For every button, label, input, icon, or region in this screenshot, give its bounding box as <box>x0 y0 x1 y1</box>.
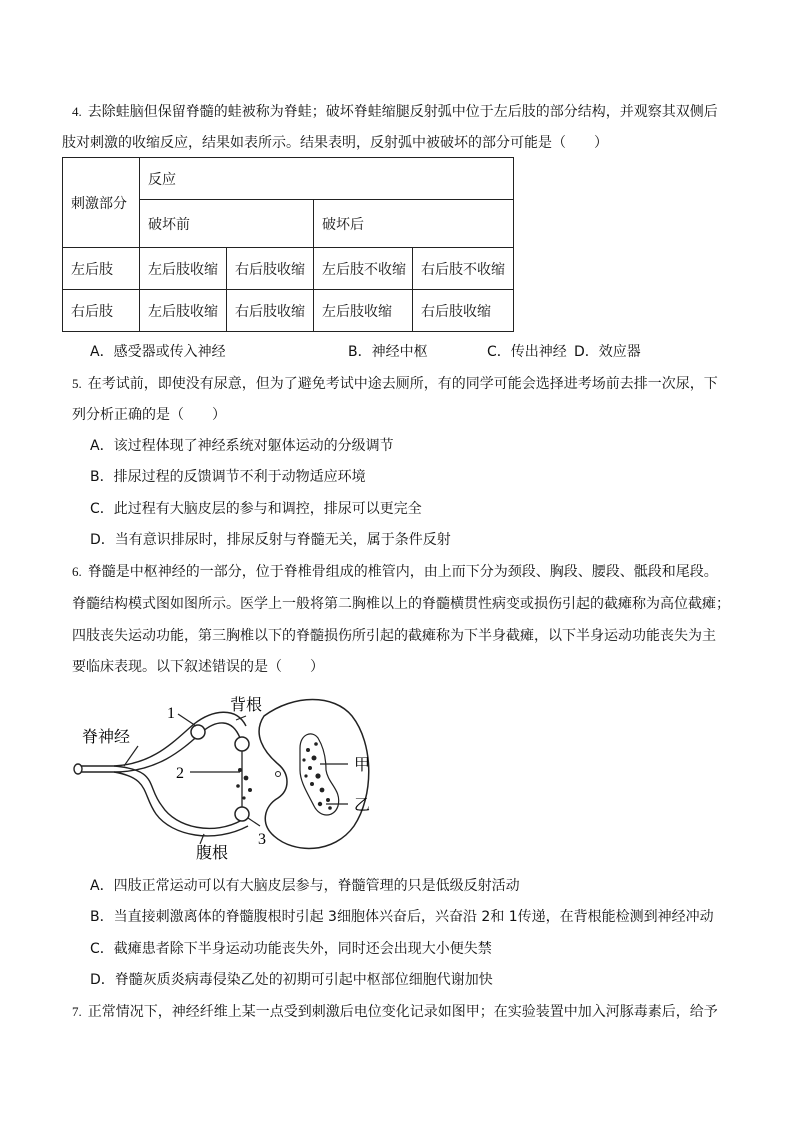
table-cell: 左后肢 <box>63 248 140 290</box>
q5-stem-text1: 在考试前，即使没有尿意，但为了避免考试中途去厕所，有的同学可能会选择进考场前去排一次尿，下 <box>87 376 718 392</box>
q6-stem-line4: 要临床表现。以下叙述错误的是（ ） <box>72 659 324 675</box>
table-header-response: 反应 <box>140 158 514 200</box>
label-3: 3 <box>258 831 266 848</box>
q4-stem-text1: 去除蛙脑但保留脊髓的蛙被称为脊蛙；破坏脊蛙缩腿反射弧中位于左后肢的部分结构，并观察其双侧后 <box>87 104 718 120</box>
q7-number: 7. <box>72 1004 82 1019</box>
table-cell: 左后肢不收缩 <box>314 248 413 290</box>
table-row <box>63 290 514 332</box>
q6-option-c[interactable]: C．截瘫患者除下半身运动功能丧失外，同时还会出现大小便失禁 <box>90 941 492 957</box>
q6-number: 6. <box>72 564 82 579</box>
q6-option-d[interactable]: D．脊髓灰质炎病毒侵染乙处的初期可引起中枢部位细胞代谢加快 <box>90 972 493 988</box>
q4-number: 4. <box>72 104 82 119</box>
table-cell: 右后肢收缩 <box>413 290 514 332</box>
q5-stem-line1 <box>72 374 718 394</box>
q4-option-b[interactable]: B．神经中枢 <box>348 344 428 360</box>
table-cell: 右后肢收缩 <box>227 248 314 290</box>
table-cell: 右后肢不收缩 <box>413 248 514 290</box>
table-cell: 右后肢收缩 <box>227 290 314 332</box>
q6-option-a[interactable]: A．四肢正常运动可以有大脑皮层参与，脊髓管理的只是低级反射活动 <box>90 878 520 894</box>
q4-option-c[interactable]: C．传出神经 <box>487 344 567 360</box>
q7-stem-line1 <box>72 1002 718 1022</box>
label-ventral-root: 腹根 <box>196 845 229 862</box>
label-1: 1 <box>167 705 175 722</box>
table-cell: 左后肢收缩 <box>140 248 227 290</box>
q5-stem-line2: 列分析正确的是（ ） <box>72 407 226 423</box>
central-canal <box>276 772 281 777</box>
q4-response-table <box>62 157 514 332</box>
q4-stem-line2: 肢对刺激的收缩反应，结果如表所示。结果表明，反射弧中被破坏的部分可能是（ ） <box>62 135 608 151</box>
table-header-after: 破坏后 <box>314 200 514 248</box>
table-header-stimulus: 刺激部分 <box>63 158 140 248</box>
q6-option-b[interactable]: B．当直接刺激离体的脊髓腹根时引起 3细胞体兴奋后，兴奋沿 2和 1传递，在背根能检测到神经冲动 <box>90 909 714 925</box>
q4-stem-line1 <box>72 102 718 122</box>
left-grey-stipple <box>236 768 252 800</box>
q4-option-a[interactable]: A．感受器或传入神经 <box>90 344 226 360</box>
table-cell: 右后肢 <box>63 290 140 332</box>
q6-stem-line2: 脊髓结构模式图如图所示。医学上一般将第二胸椎以上的脊髓横贯性病变或损伤引起的截瘫称为高位截瘫； <box>72 596 730 612</box>
q7-stem-text1: 正常情况下，神经纤维上某一点受到刺激后电位变化记录如图甲；在实验装置中加入河豚毒素后，给予 <box>87 1004 718 1020</box>
q5-option-a[interactable]: A．该过程体现了神经系统对躯体运动的分级调节 <box>90 438 394 454</box>
table-header-before: 破坏前 <box>140 200 314 248</box>
table-cell: 左后肢收缩 <box>314 290 413 332</box>
label-dorsal-root: 背根 <box>230 697 263 714</box>
table-cell: 左后肢收缩 <box>140 290 227 332</box>
table-row <box>63 248 514 290</box>
q5-number: 5. <box>72 376 82 391</box>
q5-option-d[interactable]: D．当有意识排尿时，排尿反射与脊髓无关，属于条件反射 <box>90 532 451 548</box>
neuron-1-cell-body <box>191 725 205 739</box>
q5-option-c[interactable]: C．此过程有大脑皮层的参与和调控，排尿可以更完全 <box>90 501 422 517</box>
q6-stem-text1: 脊髓是中枢神经的一部分，位于脊椎骨组成的椎管内，由上而下分为颈段、胸段、腰段、骶段和尾段。 <box>87 564 718 580</box>
spinal-cord-diagram <box>64 686 394 866</box>
q5-option-b[interactable]: B．排尿过程的反馈调节不利于动物适应环境 <box>90 469 366 485</box>
label-2: 2 <box>176 765 184 782</box>
q6-stem-line1 <box>72 562 718 582</box>
neuron-3-cell-body <box>235 807 249 821</box>
label-yi: 乙 <box>354 797 371 814</box>
label-spinal-nerve: 脊神经 <box>82 729 131 746</box>
label-jia: 甲 <box>354 757 371 774</box>
neuron-2-cell-body <box>235 737 249 751</box>
q4-option-d[interactable]: D．效应器 <box>574 344 641 360</box>
q6-stem-line3: 四肢丧失运动功能，第三胸椎以下的脊髓损伤所引起的截瘫称为下半身截瘫，以下半身运动功能丧失为主 <box>72 628 716 644</box>
